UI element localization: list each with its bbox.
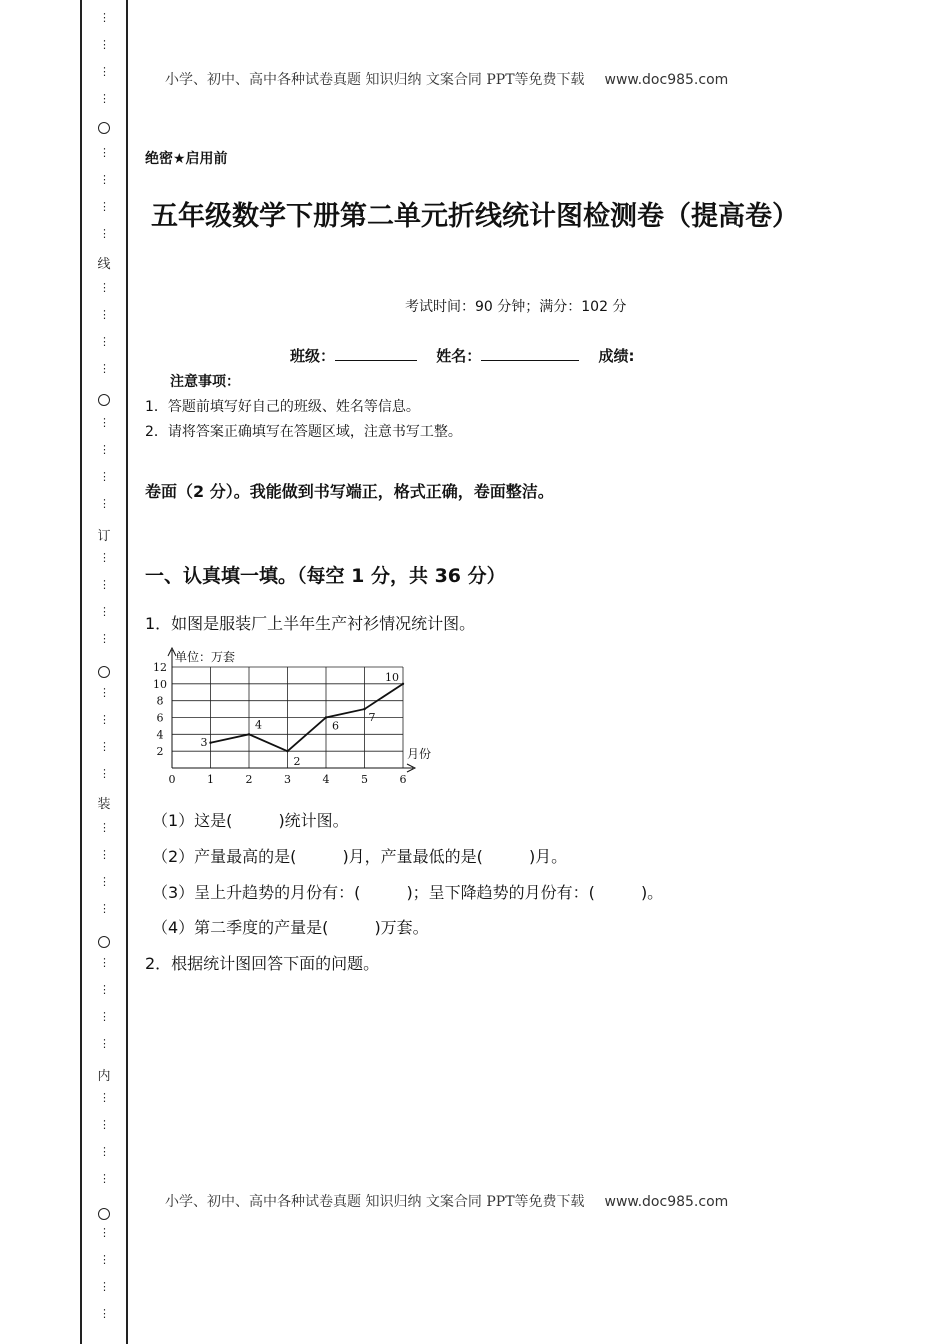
binding-dots: ⋮ xyxy=(99,551,109,564)
binding-dots: ⋮ xyxy=(99,497,109,510)
y-axis-title: 单位：万套 xyxy=(175,650,236,664)
footer-url[interactable]: www.doc985.com xyxy=(604,1194,729,1210)
binding-dots: ⋮ xyxy=(99,632,109,645)
binding-dots: ⋮ xyxy=(99,227,109,240)
binding-dots: ⋮ xyxy=(99,308,109,321)
binding-dots: ⋮ xyxy=(99,11,109,24)
binding-dots: ⋮ xyxy=(99,848,109,861)
binding-char: 装 xyxy=(97,797,111,812)
sub-question-2 xyxy=(152,844,567,867)
binding-circle xyxy=(82,1208,126,1220)
data-label: 10 xyxy=(385,670,399,684)
binding-dots: ⋮ xyxy=(99,1091,109,1104)
binding-dots: ⋮ xyxy=(99,956,109,969)
binding-circle-shape xyxy=(98,394,110,406)
data-point xyxy=(402,683,404,685)
binding-dots: ⋮ xyxy=(99,281,109,294)
binding-circle-shape xyxy=(98,122,110,134)
notice-title: 注意事项： xyxy=(170,374,240,390)
binding-dots: ⋮ xyxy=(99,1280,109,1293)
y-tick-label: 12 xyxy=(153,661,167,674)
sub2-text-b: )月，产量最低的是( xyxy=(342,847,483,866)
x-tick-label: 2 xyxy=(245,773,253,786)
class-blank[interactable] xyxy=(335,348,417,361)
binding-dots: ⋮ xyxy=(99,983,109,996)
footer-text: 小学、初中、高中各种试卷真题 知识归纳 文案合同 PPT等免费下载 xyxy=(165,1194,585,1210)
data-label: 4 xyxy=(255,718,262,732)
binding-circle-shape xyxy=(98,936,110,948)
data-label: 2 xyxy=(293,755,301,769)
binding-dots: ⋮ xyxy=(99,1037,109,1050)
question-1: 1．如图是服装厂上半年生产衬衫情况统计图。 xyxy=(145,614,476,633)
name-blank[interactable] xyxy=(481,348,579,361)
sub1-text-a: （1）这是( xyxy=(152,811,233,830)
exam-info: 考试时间：90 分钟；满分：102 分 xyxy=(405,299,627,315)
binding-dots: ⋮ xyxy=(99,578,109,591)
x-tick-label: 0 xyxy=(168,773,176,786)
binding-dots: ⋮ xyxy=(99,173,109,186)
y-tick-label: 2 xyxy=(156,745,164,759)
notice-item: 2．请将答案正确填写在答题区域，注意书写工整。 xyxy=(145,424,462,440)
binding-dots: ⋮ xyxy=(99,1253,109,1266)
binding-circle xyxy=(82,394,126,406)
binding-circle-shape xyxy=(98,666,110,678)
sub2-text-c: )月。 xyxy=(528,847,568,866)
binding-circle-shape xyxy=(98,1208,110,1220)
y-tick-label: 8 xyxy=(156,694,164,708)
x-tick-label: 1 xyxy=(207,773,214,786)
binding-dots: ⋮ xyxy=(99,146,109,159)
sub-question-4 xyxy=(152,915,429,938)
binding-circle xyxy=(82,122,126,134)
binding-dots: ⋮ xyxy=(99,1307,109,1320)
header-text: 小学、初中、高中各种试卷真题 知识归纳 文案合同 PPT等免费下载 xyxy=(165,72,585,88)
name-label: 姓名： xyxy=(436,347,482,365)
sub3-text-a: （3）呈上升趋势的月份有：( xyxy=(152,883,361,902)
section-title: 一、认真填一填。（每空 1 分，共 36 分） xyxy=(145,565,506,587)
binding-dots: ⋮ xyxy=(99,875,109,888)
notice-item: 1．答题前填写好自己的班级、姓名等信息。 xyxy=(145,399,420,415)
binding-dots: ⋮ xyxy=(99,902,109,915)
binding-dots: ⋮ xyxy=(99,713,109,726)
binding-circle xyxy=(82,666,126,678)
header-url[interactable]: www.doc985.com xyxy=(604,72,729,88)
binding-dots: ⋮ xyxy=(99,821,109,834)
binding-dots: ⋮ xyxy=(99,1172,109,1185)
sub4-text-b: )万套。 xyxy=(374,918,429,937)
page-title: 五年级数学下册第二单元折线统计图检测卷（提高卷） xyxy=(151,201,799,232)
neatness-note: 卷面（2 分）。我能做到书写端正，格式正确，卷面整洁。 xyxy=(145,482,554,501)
binding-char: 线 xyxy=(97,257,111,272)
binding-dots: ⋮ xyxy=(99,416,109,429)
page-footer xyxy=(165,1191,728,1211)
page-header xyxy=(165,69,728,89)
student-info-line xyxy=(290,345,635,366)
class-label: 班级： xyxy=(290,347,336,365)
data-point xyxy=(325,716,327,718)
x-tick-label: 6 xyxy=(399,773,407,786)
binding-dots: ⋮ xyxy=(99,65,109,78)
binding-dots: ⋮ xyxy=(99,1145,109,1158)
binding-dots: ⋮ xyxy=(99,38,109,51)
y-tick-label: 6 xyxy=(156,711,164,725)
sub3-text-c: )。 xyxy=(640,883,664,902)
binding-dots: ⋮ xyxy=(99,1010,109,1023)
binding-dots: ⋮ xyxy=(99,740,109,753)
binding-dots: ⋮ xyxy=(99,1118,109,1131)
binding-dots: ⋮ xyxy=(99,362,109,375)
line-chart xyxy=(145,642,445,792)
data-label: 7 xyxy=(368,711,376,725)
data-point xyxy=(286,750,288,752)
binding-dots: ⋮ xyxy=(99,686,109,699)
sub3-text-b: )；呈下降趋势的月份有：( xyxy=(406,883,595,902)
binding-dots: ⋮ xyxy=(99,605,109,618)
binding-char: 订 xyxy=(97,529,111,544)
binding-dots: ⋮ xyxy=(99,470,109,483)
binding-dots: ⋮ xyxy=(99,92,109,105)
sub2-text-a: （2）产量最高的是( xyxy=(152,847,297,866)
y-tick-label: 10 xyxy=(153,677,167,691)
x-tick-label: 5 xyxy=(361,773,368,786)
x-tick-label: 3 xyxy=(284,773,291,786)
binding-margin xyxy=(80,0,128,1344)
binding-dots: ⋮ xyxy=(99,443,109,456)
binding-dots: ⋮ xyxy=(99,767,109,780)
data-label: 6 xyxy=(332,719,339,733)
sub4-text-a: （4）第二季度的产量是( xyxy=(152,918,329,937)
binding-dots: ⋮ xyxy=(99,200,109,213)
binding-char: 内 xyxy=(97,1069,111,1084)
question-2: 2．根据统计图回答下面的问题。 xyxy=(145,954,380,973)
binding-dots: ⋮ xyxy=(99,335,109,348)
sub-question-1 xyxy=(152,808,349,831)
y-tick-label: 4 xyxy=(156,728,164,742)
chart-axes xyxy=(168,648,415,772)
data-point xyxy=(248,733,250,735)
x-tick-label: 4 xyxy=(322,773,330,786)
data-point xyxy=(363,708,365,710)
x-axis-title: 月份 xyxy=(407,747,432,761)
secret-label: 绝密★启用前 xyxy=(145,151,228,167)
sub-question-3 xyxy=(152,880,663,903)
data-point xyxy=(209,742,211,744)
data-label: 3 xyxy=(200,735,208,749)
score-label: 成绩: xyxy=(598,347,635,365)
binding-dots: ⋮ xyxy=(99,1226,109,1239)
binding-circle xyxy=(82,936,126,948)
sub1-text-b: )统计图。 xyxy=(278,811,349,830)
